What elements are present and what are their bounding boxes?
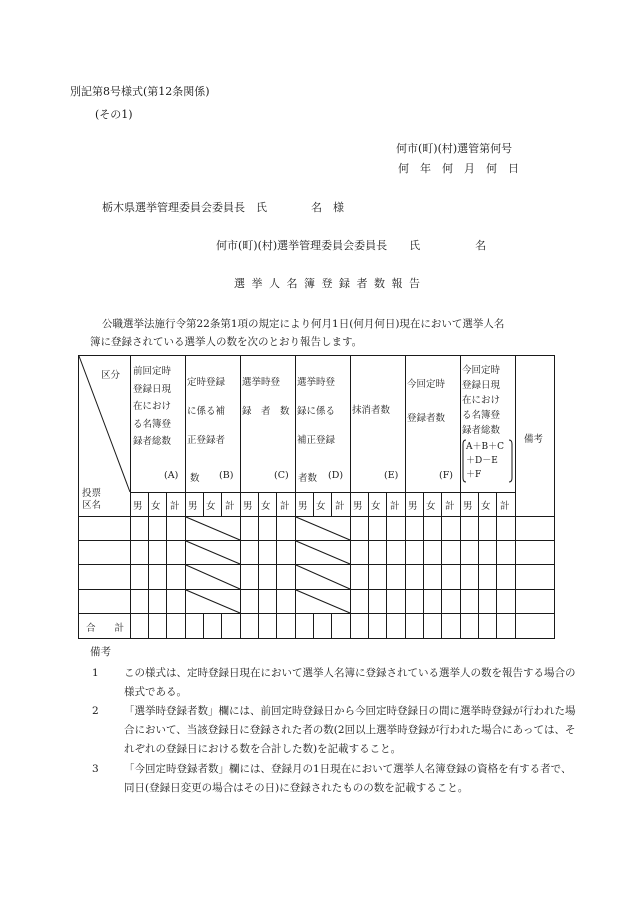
sub-header-female: 女	[261, 501, 271, 512]
sub-header-total: 計	[390, 501, 400, 512]
document-date: 何 年 何 月 何 日	[398, 162, 519, 175]
sub-header-male: 男	[353, 501, 363, 512]
sub-header-total: 計	[445, 501, 455, 512]
column-header-d-last: 者数	[298, 473, 318, 484]
column-header-f: 今回定時 登録者数	[407, 379, 446, 424]
column-header-e: 抹消者数	[352, 405, 391, 416]
sub-header-total: 計	[280, 501, 290, 512]
sub-header-male: 男	[188, 501, 198, 512]
note-item-3	[92, 760, 579, 798]
total-row-label: 合 計	[86, 623, 125, 634]
sub-header-female: 女	[151, 501, 161, 512]
sub-header-total: 計	[500, 501, 510, 512]
column-tag-c: (C)	[274, 470, 289, 481]
column-header-b-last: 数	[190, 473, 200, 484]
body-text-line-1: 公職選挙法施行令第22条第1項の規定により何月1日(何月何日)現在において選挙人名	[102, 318, 505, 330]
sub-label: (その1)	[95, 108, 133, 121]
sub-header-female: 女	[206, 501, 216, 512]
document-number: 何市(町)(村)選管第何号	[396, 142, 513, 155]
notes-heading: 備考	[90, 646, 111, 658]
sub-header-male: 男	[463, 501, 473, 512]
sub-header-total: 計	[335, 501, 345, 512]
note-number: 2	[92, 705, 99, 717]
sub-header-total: 計	[225, 501, 235, 512]
column-tag-d: (D)	[328, 470, 344, 481]
note-item-1	[92, 664, 579, 702]
column-header-a: 前回定時 登録日現 在におけ る名簿登 録者総数	[133, 366, 172, 447]
column-tag-f: (F)	[439, 470, 454, 481]
note-text: 「今回定時登録者数」欄には、登録月の1日現在において選挙人名簿登録の資格を有する者で、同日(登録日変更の場合はその日)に登録されたものの数を記載すること。	[124, 763, 572, 794]
form-label: 別記第8号様式(第12条関係)	[70, 85, 210, 98]
document-title: 選挙人名簿登録者数報告	[234, 277, 427, 290]
sub-header-male: 男	[408, 501, 418, 512]
corner-label-category: 区分	[101, 370, 121, 381]
column-header-d: 選挙時登 録に係る 補正登録	[297, 377, 336, 446]
corner-label-precinct: 投票 区名	[82, 488, 102, 511]
column-header-c: 選挙時登 録 者 数	[242, 377, 290, 417]
sub-header-total: 計	[170, 501, 180, 512]
column-header-b: 定時登録 に係る補 正登録者	[187, 377, 226, 446]
note-number: 1	[92, 667, 99, 679]
column-tag-b: (B)	[219, 470, 234, 481]
sender: 何市(町)(村)選挙管理委員会委員長 氏 名	[216, 239, 487, 252]
sub-header-female: 女	[481, 501, 491, 512]
sub-header-male: 男	[298, 501, 308, 512]
body-text-line-2: 簿に登録されている選挙人の数を次のとおり報告します。	[90, 336, 363, 348]
addressee: 栃木県選挙管理委員会委員長 氏 名 様	[102, 201, 344, 214]
note-number: 3	[92, 763, 99, 775]
column-formula: A＋B＋C ＋D－E ＋F	[466, 442, 504, 480]
column-header-total: 今回定時 登録日現 在におけ る名簿登 録者総数	[462, 365, 501, 436]
sub-header-male: 男	[243, 501, 253, 512]
sub-header-female: 女	[426, 501, 436, 512]
column-tag-e: (E)	[384, 470, 399, 481]
sub-header-male: 男	[133, 501, 143, 512]
column-tag-a: (A)	[164, 470, 179, 481]
note-text: 「選挙時登録者数」欄には、前回定時登録日から今回定時登録日の間に選挙時登録が行われた場合において、当該登録日に登録された者の数(2回以上選挙時登録が行われた場合にあっては、それぞれの登録日における数を合計した数)を記載すること。	[124, 705, 576, 755]
note-text: この様式は、定時登録日現在において選挙人名簿に登録されている選挙人の数を報告する場合の様式である。	[124, 667, 576, 698]
note-item-2	[92, 702, 579, 759]
sub-header-female: 女	[371, 501, 381, 512]
sub-header-female: 女	[316, 501, 326, 512]
remarks-header: 備考	[524, 434, 544, 445]
